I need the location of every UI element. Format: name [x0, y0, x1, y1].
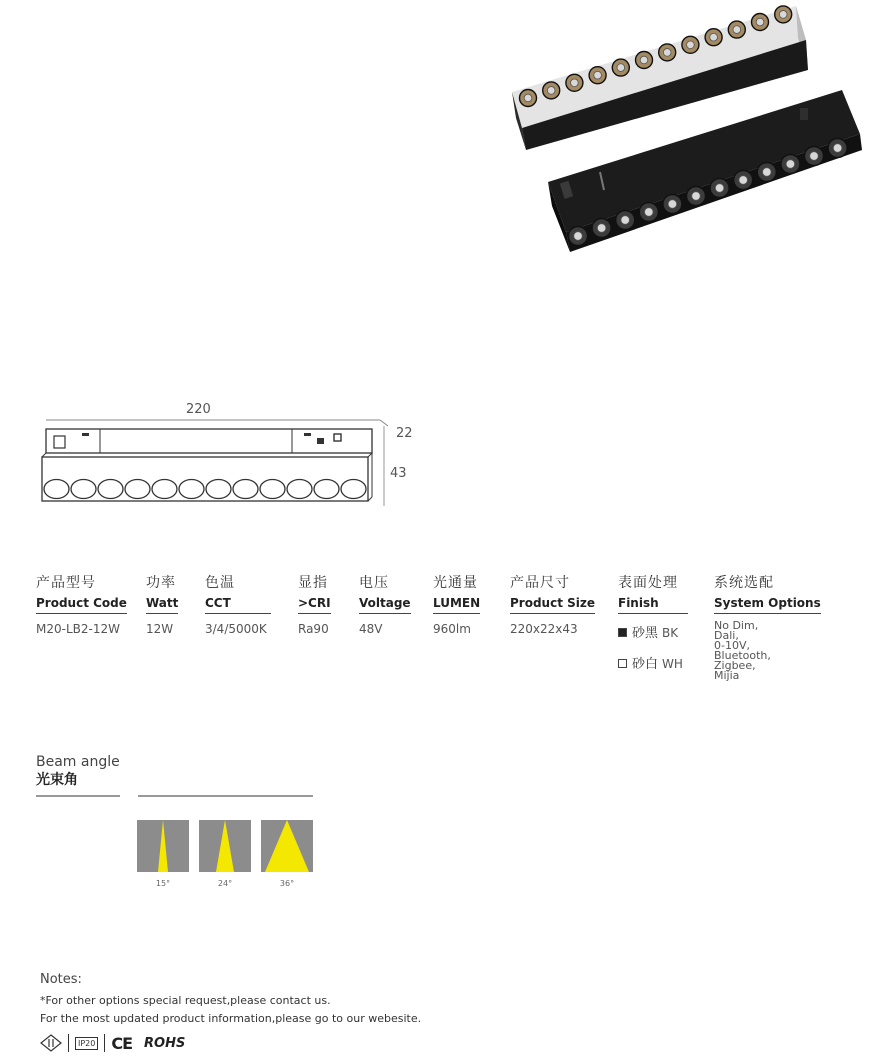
lumen-cn: 光通量: [433, 575, 478, 591]
cct-header: CCT: [205, 596, 271, 614]
led-core: [733, 26, 741, 34]
watt-header: Watt: [146, 596, 178, 614]
voltage-value: 48V: [359, 622, 383, 636]
led-outline: [341, 480, 366, 499]
system-options-list: [714, 621, 821, 681]
system-options-column: [714, 572, 821, 681]
beam-36-label: 36°: [279, 879, 295, 888]
led-core: [547, 87, 555, 95]
led-core: [640, 56, 648, 64]
beam-36-diagram: [261, 820, 313, 872]
led-outline: [125, 480, 150, 499]
led-core: [663, 49, 671, 57]
finish-black-code: BK: [662, 626, 679, 640]
led-outline: [233, 480, 258, 499]
system-option: Dali,: [714, 629, 739, 642]
dimension-drawing: [30, 398, 430, 510]
led-outline: [98, 480, 123, 499]
system-option: No Dim,: [714, 619, 759, 632]
led-core: [597, 224, 606, 233]
led-outline: [260, 480, 285, 499]
led-core: [763, 168, 772, 177]
led-outline: [287, 480, 312, 499]
notes-title: Notes:: [40, 972, 82, 987]
cct-cn: 色温: [205, 575, 235, 591]
system-option: Bluetooth,: [714, 649, 771, 662]
white-swatch: [618, 659, 627, 668]
beam-angle-title-en: Beam angle: [36, 754, 120, 770]
led-core: [524, 94, 532, 102]
watt-cn: 功率: [146, 575, 176, 591]
system-options-cn: 系统选配: [714, 575, 774, 591]
cri-value: Ra90: [298, 622, 329, 636]
beam-divider-left: [36, 795, 120, 797]
product-code-cn: 产品型号: [36, 575, 96, 591]
led-core: [739, 176, 748, 185]
beam-divider-right: [138, 795, 313, 797]
total-height-dimension: 43: [390, 466, 407, 481]
dimension-sketch: [30, 398, 430, 510]
led-core: [779, 11, 787, 19]
finish-cn: 表面处理: [618, 575, 678, 591]
rohs-mark: ROHS: [144, 1035, 186, 1051]
led-core: [574, 232, 583, 241]
finish-option-black: [618, 622, 688, 641]
cct-column: [205, 572, 271, 636]
lumen-value: 960lm: [433, 622, 471, 636]
cert-divider: [68, 1034, 69, 1052]
led-core: [810, 152, 819, 161]
led-outline: [152, 480, 177, 499]
led-core: [621, 216, 630, 225]
class-ii-icon: [40, 1034, 62, 1052]
lumen-column: [433, 572, 480, 636]
system-option: Zigbee,: [714, 659, 756, 672]
led-core: [692, 192, 701, 201]
size-cn: 产品尺寸: [510, 575, 570, 591]
led-outline: [206, 480, 231, 499]
length-dimension: 220: [186, 402, 211, 417]
led-core: [710, 33, 718, 41]
finish-column: [618, 572, 688, 672]
voltage-header: Voltage: [359, 596, 411, 614]
certification-row: [40, 1033, 185, 1053]
cct-value: 3/4/5000K: [205, 622, 267, 636]
finish-black-cn: 砂黑: [632, 626, 659, 641]
product-code-column: [36, 572, 127, 636]
led-outline: [44, 480, 69, 499]
finish-white-cn: 砂白: [632, 657, 659, 672]
finish-option-white: [618, 653, 688, 672]
led-core: [715, 184, 724, 193]
beam-15-diagram: [137, 820, 189, 872]
top-height-dimension: 22: [396, 426, 413, 441]
system-option: Mijia: [714, 669, 740, 682]
watt-column: [146, 572, 178, 636]
led-outline: [179, 480, 204, 499]
led-core: [594, 71, 602, 79]
led-core: [645, 208, 654, 217]
led-outline: [71, 480, 96, 499]
cri-header: >CRI: [298, 596, 331, 614]
product-code-header: Product Code: [36, 596, 127, 614]
size-header: Product Size: [510, 596, 595, 614]
ip20-badge: IP20: [75, 1037, 98, 1050]
black-swatch: [618, 628, 627, 637]
cri-column: [298, 572, 331, 636]
product-code-value: M20-LB2-12W: [36, 622, 120, 636]
led-core: [617, 64, 625, 72]
voltage-column: [359, 572, 411, 636]
led-core: [687, 41, 695, 49]
led-core: [786, 160, 795, 169]
size-value: 220x22x43: [510, 622, 578, 636]
voltage-cn: 电压: [359, 575, 389, 591]
system-option: 0-10V,: [714, 639, 750, 652]
finish-white-code: WH: [662, 657, 683, 671]
led-core: [756, 18, 764, 26]
led-core: [668, 200, 677, 209]
beam-24-diagram: [199, 820, 251, 872]
led-outline: [314, 480, 339, 499]
cri-cn: 显指: [298, 575, 328, 591]
cert-divider: [104, 1034, 105, 1052]
ce-mark: CE: [111, 1033, 133, 1053]
led-core: [571, 79, 579, 87]
led-core: [833, 144, 842, 153]
lumen-header: LUMEN: [433, 596, 480, 614]
product-image: [500, 0, 878, 262]
beam-24-label: 24°: [217, 879, 233, 888]
finish-header: Finish: [618, 596, 688, 614]
beam-15-label: 15°: [155, 879, 171, 888]
note-line-2: For the most updated product information,please go to our webesite.: [40, 1012, 422, 1025]
beam-angle-title-cn: 光束角: [36, 772, 78, 788]
size-column: [510, 572, 595, 636]
system-options-header: System Options: [714, 596, 821, 614]
watt-value: 12W: [146, 622, 174, 636]
note-line-1: *For other options special request,please contact us.: [40, 994, 331, 1007]
